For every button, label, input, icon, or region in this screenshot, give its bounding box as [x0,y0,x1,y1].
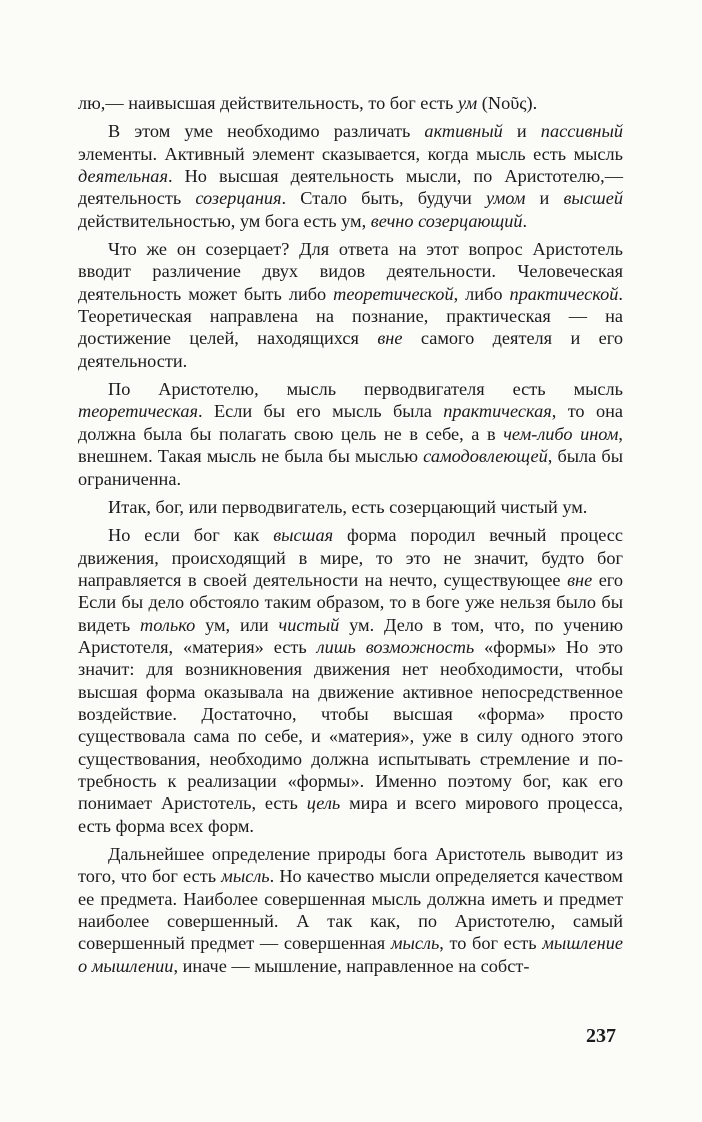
emphasis-text: ум [457,93,478,113]
emphasis-text: вне [377,328,403,349]
text-run: По Аристотелю, мысль перводвигателя есть мысль [108,379,623,400]
text-run: (Nοῦς). [477,93,538,113]
text-run: и [502,121,541,142]
emphasis-text: теоретической [333,283,454,304]
emphasis-text: теоретическая [78,401,199,422]
emphasis-text: вне [567,569,593,590]
paragraph [78,92,623,114]
text-run: . Если бы его мысль была [198,401,444,422]
paragraph [78,378,623,490]
text-run: . Но качество мысли определяется качеством ее предмета. Наиболее совершенная мысль должна иметь и предмет наиболее совершенный. А так как, по Аристотелю, самый совершенный предмет — совершенная [78,866,623,954]
paragraph [78,496,623,518]
text-run: . Теоретическая направлена на познание, практическая — на достижение целей, находящихся [78,283,623,349]
emphasis-text: мышление о мышлении [78,933,623,976]
page-number: 237 [586,1025,616,1047]
emphasis-text: мысль [390,933,440,954]
text-run: мира и всего мирового процесса, есть форма всех форм. [78,793,623,836]
emphasis-text: умом [485,188,526,209]
text-run: «формы» Но это значит: для возникновения движения нет необходимости, чтобы высшая форма оказывала на движение активное непосредственное воздействие. Достаточно, чтобы высшая «форма» просто существовала сама по себе, и «материя», уже в силу одного этого существования, необходимо должна испытывать стремление и потребность к реализации «формы». Именно поэтому бог, как его понимает Аристотель, есть [78,636,623,814]
text-run: ум, или [195,614,279,635]
body-text [78,92,623,983]
text-run: , была бы ограниченна. [78,446,623,489]
emphasis-text: созерцания [195,188,282,209]
emphasis-text: только [140,614,196,635]
text-run: . Стало быть, будучи [281,188,486,209]
paragraph [78,843,623,977]
emphasis-text: практическая [443,401,552,422]
emphasis-text: высшей [563,188,623,209]
text-run: Итак, бог, или перводвигатель, есть созерцающий чистый ум. [108,496,588,517]
emphasis-text: высшая [273,525,334,546]
text-run: Дальнейшее определение природы бога Аристотель выводит из того, что бог есть [78,844,623,887]
emphasis-text: чем-либо ином [503,423,619,444]
text-run: элементы. Активный элемент сказывается, когда мысль есть мысль [78,143,623,164]
emphasis-text: мысль [221,866,270,887]
emphasis-text: активный [424,121,503,142]
text-run: действительностью, ум бога есть ум, [78,210,371,231]
text-run: форма породил вечный процесс движения, происходящий в мире, то это не значит, будто бог направляется в своей деятельности на нечто, существующее [78,525,623,590]
text-run: и [525,188,564,209]
text-run: , то бог есть [439,933,543,954]
emphasis-text: вечно созерцающий [370,210,523,231]
text-run: самого деятеля и его деятельности. [78,328,623,371]
emphasis-text: лишь возможность [316,636,475,657]
text-run: лю,— наивысшая действительность, то бог есть [78,93,458,113]
text-run: , внешнем. Такая мысль не была бы мыслью [78,423,623,467]
text-run: Что же он созерцает? Для ответа на этот вопрос Аристотель вводит различение двух видов деятельности. Человеческая деятельность может быть либо [78,239,623,304]
paragraph [78,524,623,837]
text-run: . Но высшая деятельность мысли, по Аристотелю,— деятельность [78,166,623,209]
text-run: В этом уме необходимо различать [108,121,425,142]
text-run: его Если бы дело обстояло таким образом, то в боге уже нельзя было бы видеть [78,569,623,635]
emphasis-text: пассивный [540,121,623,142]
text-run: , то она должна была бы полагать свою цель не в себе, а в [78,401,623,444]
text-run: ум. Дело в том, что, по учению Аристотеля, «материя» есть [78,614,623,657]
paragraph [78,238,623,372]
text-run: , иначе — мышление, направленное на собст- [173,955,530,976]
emphasis-text: чистый [278,614,340,635]
text-run: Но если бог как [108,525,274,546]
emphasis-text: практической [509,283,619,304]
text-run: . [522,210,528,231]
emphasis-text: деятельная [78,166,168,187]
emphasis-text: самодовлеющей [423,446,548,467]
emphasis-text: цель [306,793,341,814]
text-run: , либо [453,283,510,304]
paragraph [78,120,623,232]
